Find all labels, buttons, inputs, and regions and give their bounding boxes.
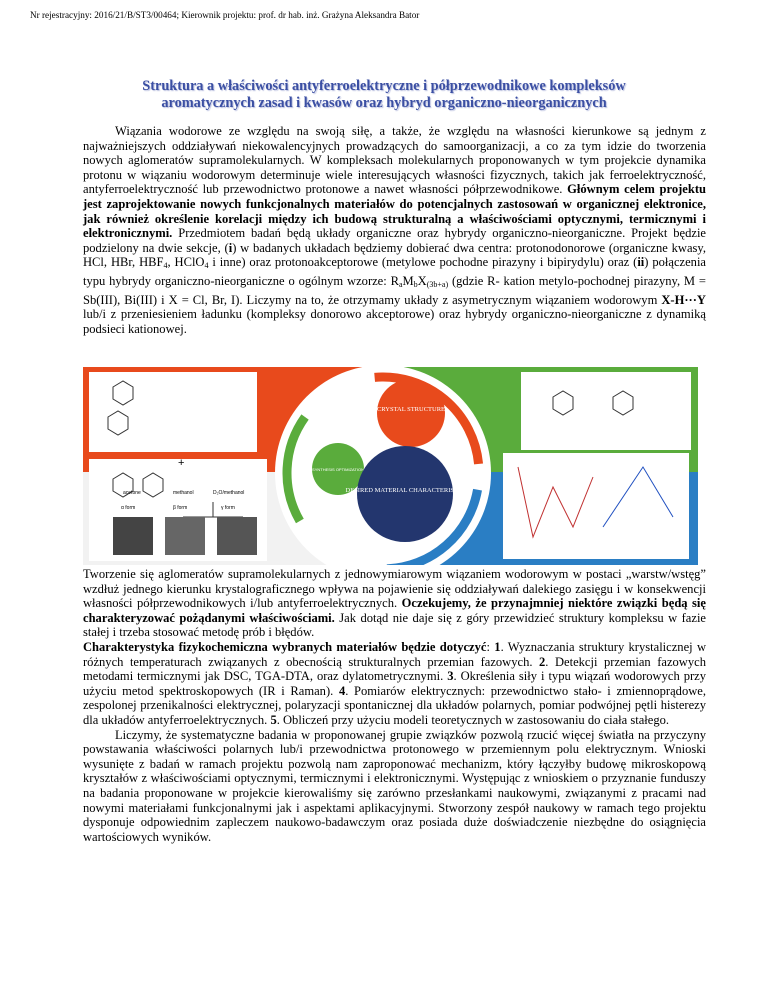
item-number: 3	[447, 669, 454, 684]
text-run: (gdzie R- kation metylo-pochodnej pirazyny, M = Sb(III), Bi(III) i X = Cl, Br, I). Liczymy na to, że otrzymamy układy z asymetrycznym wiązaniem wodorowym	[83, 273, 706, 307]
text-run: Tworzenie się aglomeratów supramolekularnych z jednowymiarowym wiązaniem wodorowym w postaci „warstw/wstęg” wzdłuż jednego kierunku krystalograficznego wpływa na pojawienie się oddziaływań dalekiego zasięgu i w konsekwencji własności półprzewodnikowych i/lub antyferroelektrycznych.	[83, 567, 706, 611]
solvent-3: D₂O/methanol	[213, 490, 245, 496]
desired-label: DESIRED MATERIAL CHARACTERISTIC	[345, 487, 465, 494]
subscript: 4	[163, 261, 168, 271]
text-run: :	[486, 639, 495, 654]
item-number: 5	[270, 712, 277, 727]
bold-characteristics: Charakterystyka fizykochemiczna wybranych materiałów będzie dotyczyć	[83, 639, 487, 654]
text-run: ) połączenia typu hybrydy organiczno-nieorganiczne o ogólnym wzorze: R	[83, 255, 707, 288]
item-number: 2	[539, 654, 546, 669]
text-run: Przedmiotem badań będą układy organiczne oraz hybrydy organiczno-nieorganiczne. Projekt będzie podzielony na dwie sekcje, (	[83, 226, 706, 255]
panel-molecule-2	[521, 372, 691, 450]
synthesis-label: SYNTHESIS OPTIMIZATION	[312, 467, 364, 472]
document-title	[60, 78, 708, 112]
crystal-node	[377, 379, 445, 447]
crystal-photo-3	[217, 517, 257, 555]
subscript: (3b+a)	[426, 279, 449, 289]
text-run: X	[417, 273, 427, 288]
panel-molecule-1	[89, 372, 257, 452]
diagram-svg	[83, 367, 698, 565]
subscript: a	[398, 279, 403, 289]
body-text	[83, 567, 706, 844]
text-run: . Detekcji przemian fazowych metodami termicznymi jak DSC, TGA-DTA, oraz dylatometrycznymi.	[83, 654, 706, 684]
closing-paragraph: Liczymy, że systematyczne badania w proponowanej grupie związków pozwolą rzucić więcej światła na przyczyny powstawania właściwości polarnych lub/i przewodnictwa protonowego w przemiennym polu elektrycznym. Wnioski wysunięte z badań w ramach projektu pozwolą nam zaproponować mechanizm, który łączyłby budowę mikroskopową kryształów z właściwościami optycznymi, termicznymi i elektronicznymi. Występując z wnioskiem o przyznanie funduszy na badania proponowane w projekcie kierowaliśmy się zarówno przesłankami naukowymi, związanymi z pracami nad nowymi materiałami funkcjonalnymi jak i aspektami aplikacyjnymi. Stworzony zespół naukowy w ramach tego projektu dysponuje odpowiednim zapleczem naukowo-badawczym oraz posiada duże doświadczenie niezbędne do osiągnięcia wartościowych wyników.	[83, 727, 706, 844]
crystal-photo-2	[165, 517, 205, 555]
form-beta: β form	[173, 505, 188, 511]
bold-goal: Głównym celem projektu jest zaprojektowanie nowych funkcjonalnych materiałów do potencjalnych zastosowań w organicznej elektronice, jak również określenie korelacji między ich budową strukturalną a właściwościami optycznymi, termicznymi i elektronicznymi.	[83, 182, 706, 241]
text-run: . Pomiarów elektrycznych: przewodnictwo stało- i zmiennoprądowe, zespolonej przenikalności elektrycznej, polaryzacji spontanicznej dla układów polarnych, pomiar podwójnej pętli histerezy dla układów antyferroelektrycznych.	[83, 683, 706, 727]
text-run: . Obliczeń przy użyciu modeli teoretycznych w zastosowaniu do ciała stałego.	[276, 712, 670, 727]
section-marker: ii	[637, 255, 645, 270]
project-diagram	[83, 367, 698, 565]
section-marker: i	[228, 240, 233, 255]
subscript: b	[413, 279, 418, 289]
bold-expectation: Oczekujemy, że przynajmniej niektóre związki będą się charakteryzować pożądanymi właściwościami.	[83, 596, 706, 625]
text-run: M	[402, 273, 414, 288]
title-line-1: Struktura a właściwości antyferroelektryczne i półprzewodnikowe kompleksów	[142, 78, 626, 94]
crystal-label: CRYSTAL STRUCTURE	[376, 406, 446, 413]
bold-formula: X-H···Y	[661, 292, 706, 307]
solvent-1: acetone	[123, 490, 141, 496]
item-number: 4	[338, 683, 346, 698]
text-run: lub/i z przeniesieniem ładunku (kompleksy donorowo akceptorowe) oraz hybrydy organiczno-nieorganiczne z dynamiką podsieci kationowej.	[83, 307, 706, 336]
text-run: . Określenia siły i typu wiązań wodorowych przy użyciu metod spektroskopowych (IR i Raman).	[83, 669, 706, 698]
title-line-2: aromatycznych zasad i kwasów oraz hybryd organiczno-nieorganicznych	[161, 95, 607, 111]
page-header: Nr rejestracyjny: 2016/21/B/ST3/00464; Kierownik projektu: prof. dr hab. inż. Grażyna Aleksandra Bator	[30, 10, 420, 20]
text-run: ) w badanych układach będziemy dobierać dwa centra: protonodonorowe (organiczne kwasy, HCl, HBr, HBF	[83, 240, 706, 270]
intro-paragraph	[83, 124, 706, 336]
panel-measurement	[503, 453, 689, 559]
text-run: Wiązania wodorowe ze względu na swoją siłę, a także, że względu na własności kierunkowe są jednym z najważniejszych oddziaływań niekowalencyjnych prowadzących do samoorganizacji, a co za tym idzie do tworzenia nowych aglomeratów supramolekularnych. W kompleksach molekularnych proponowanych w tym projekcie dynamika protonu w wiązaniu wodorowym determinuje wiele interesujących własności fizycznych, takich jak ferroelektryczność, antyferroelektryczność lub przewodnictwo protonowe a nawet własności półprzewodnikowe.	[83, 124, 706, 197]
solvent-2: methanol	[173, 490, 194, 496]
plus-sign: +	[178, 457, 185, 469]
text-run: Jak dotąd nie daje się z góry przewidzieć struktury kompleksu w fazie stałej i trzeba stosować metodę prób i błędów.	[83, 610, 707, 640]
form-gamma: γ form	[221, 505, 235, 511]
form-alpha: α form	[121, 505, 136, 511]
text-run: . Wyznaczania struktury krystalicznej w różnych temperaturach związanych z obecnością strukturalnych przemian fazowych.	[83, 639, 707, 669]
item-number: 1	[494, 639, 501, 654]
desired-node	[357, 446, 453, 542]
text-run: i inne) oraz protonoakceptorowe (metylowe pochodne pirazyny i bipirydylu) oraz (	[208, 255, 638, 270]
text-run: , HClO	[167, 255, 205, 270]
subscript: 4	[204, 261, 209, 271]
crystal-photo-1	[113, 517, 153, 555]
